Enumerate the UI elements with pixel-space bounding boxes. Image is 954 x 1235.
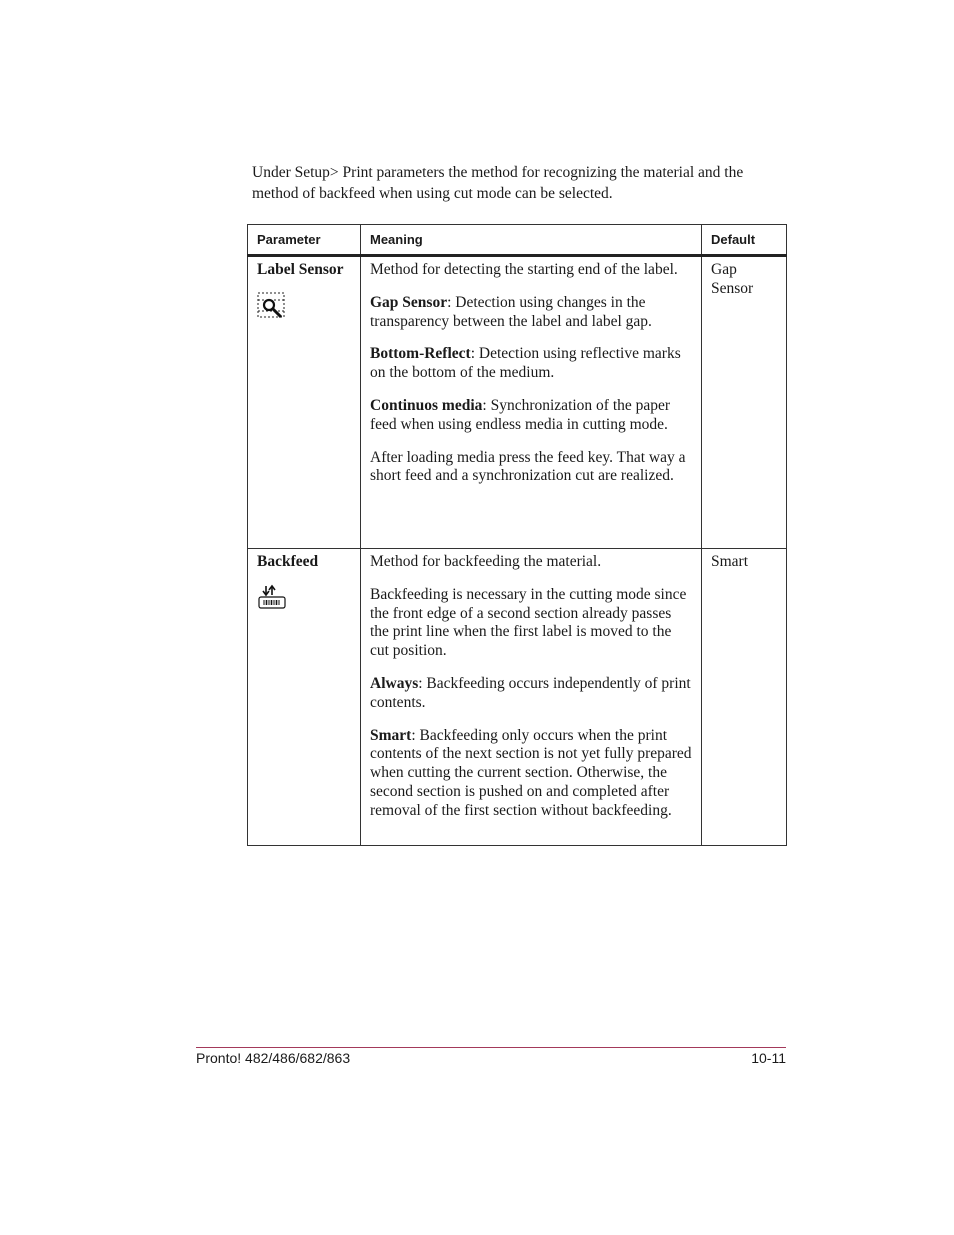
meaning-paragraph: Backfeeding is necessary in the cutting mode since the front edge of a second section already passes the print line when the first label is moved to the cut position. — [370, 585, 687, 660]
term: Bottom-Reflect — [370, 345, 471, 363]
footer-page-number: 10-11 — [751, 1050, 786, 1066]
header-parameter: Parameter — [248, 225, 361, 256]
meaning-cell — [361, 549, 702, 846]
meaning-paragraph: Bottom-Reflect: Detection using reflective marks on the bottom of the medium. — [370, 345, 681, 382]
table-row — [248, 549, 787, 846]
meaning-paragraph: Gap Sensor: Detection using changes in the transparency between the label and label gap. — [370, 293, 652, 330]
footer-rule — [196, 1047, 786, 1048]
meaning-paragraph: Always: Backfeeding occurs independently of print contents. — [370, 674, 691, 711]
default-cell: Gap Sensor — [702, 256, 787, 549]
meaning-paragraph: Smart: Backfeeding only occurs when the print contents of the next section is not yet fully prepared when cutting the current section. Otherwise, the second section is pushed on and completed after removal of the first section without backfeeding. — [370, 726, 692, 819]
parameter-cell — [248, 256, 361, 549]
header-meaning: Meaning — [361, 225, 702, 256]
parameter-table — [247, 224, 787, 846]
term: Always — [370, 674, 419, 692]
backfeed-icon — [257, 584, 351, 618]
header-default: Default — [702, 225, 787, 256]
meaning-paragraph: Method for detecting the starting end of the label. — [370, 261, 678, 278]
parameter-name: Backfeed — [257, 553, 319, 570]
parameter-cell — [248, 549, 361, 846]
label-sensor-icon — [257, 292, 351, 326]
meaning-paragraph: Method for backfeeding the material. — [370, 553, 602, 570]
table-row — [248, 256, 787, 549]
default-cell: Smart — [702, 549, 787, 846]
term: Gap Sensor — [370, 293, 448, 311]
meaning-paragraph: Continuos media: Synchronization of the paper feed when using endless media in cutting mode. — [370, 396, 671, 433]
footer-product-name: Pronto! 482/486/682/863 — [196, 1050, 351, 1066]
parameter-name: Label Sensor — [257, 261, 344, 278]
meaning-cell — [361, 256, 702, 549]
intro-paragraph: Under Setup> Print parameters the method for recognizing the material and the method of backfeed when using cut mode can be selected. — [252, 164, 744, 202]
meaning-paragraph: After loading media press the feed key. That way a short feed and a synchronization cut are realized. — [370, 448, 686, 485]
table-header-row — [248, 225, 787, 256]
term: Continuos media — [370, 396, 483, 414]
term: Smart — [370, 726, 412, 744]
